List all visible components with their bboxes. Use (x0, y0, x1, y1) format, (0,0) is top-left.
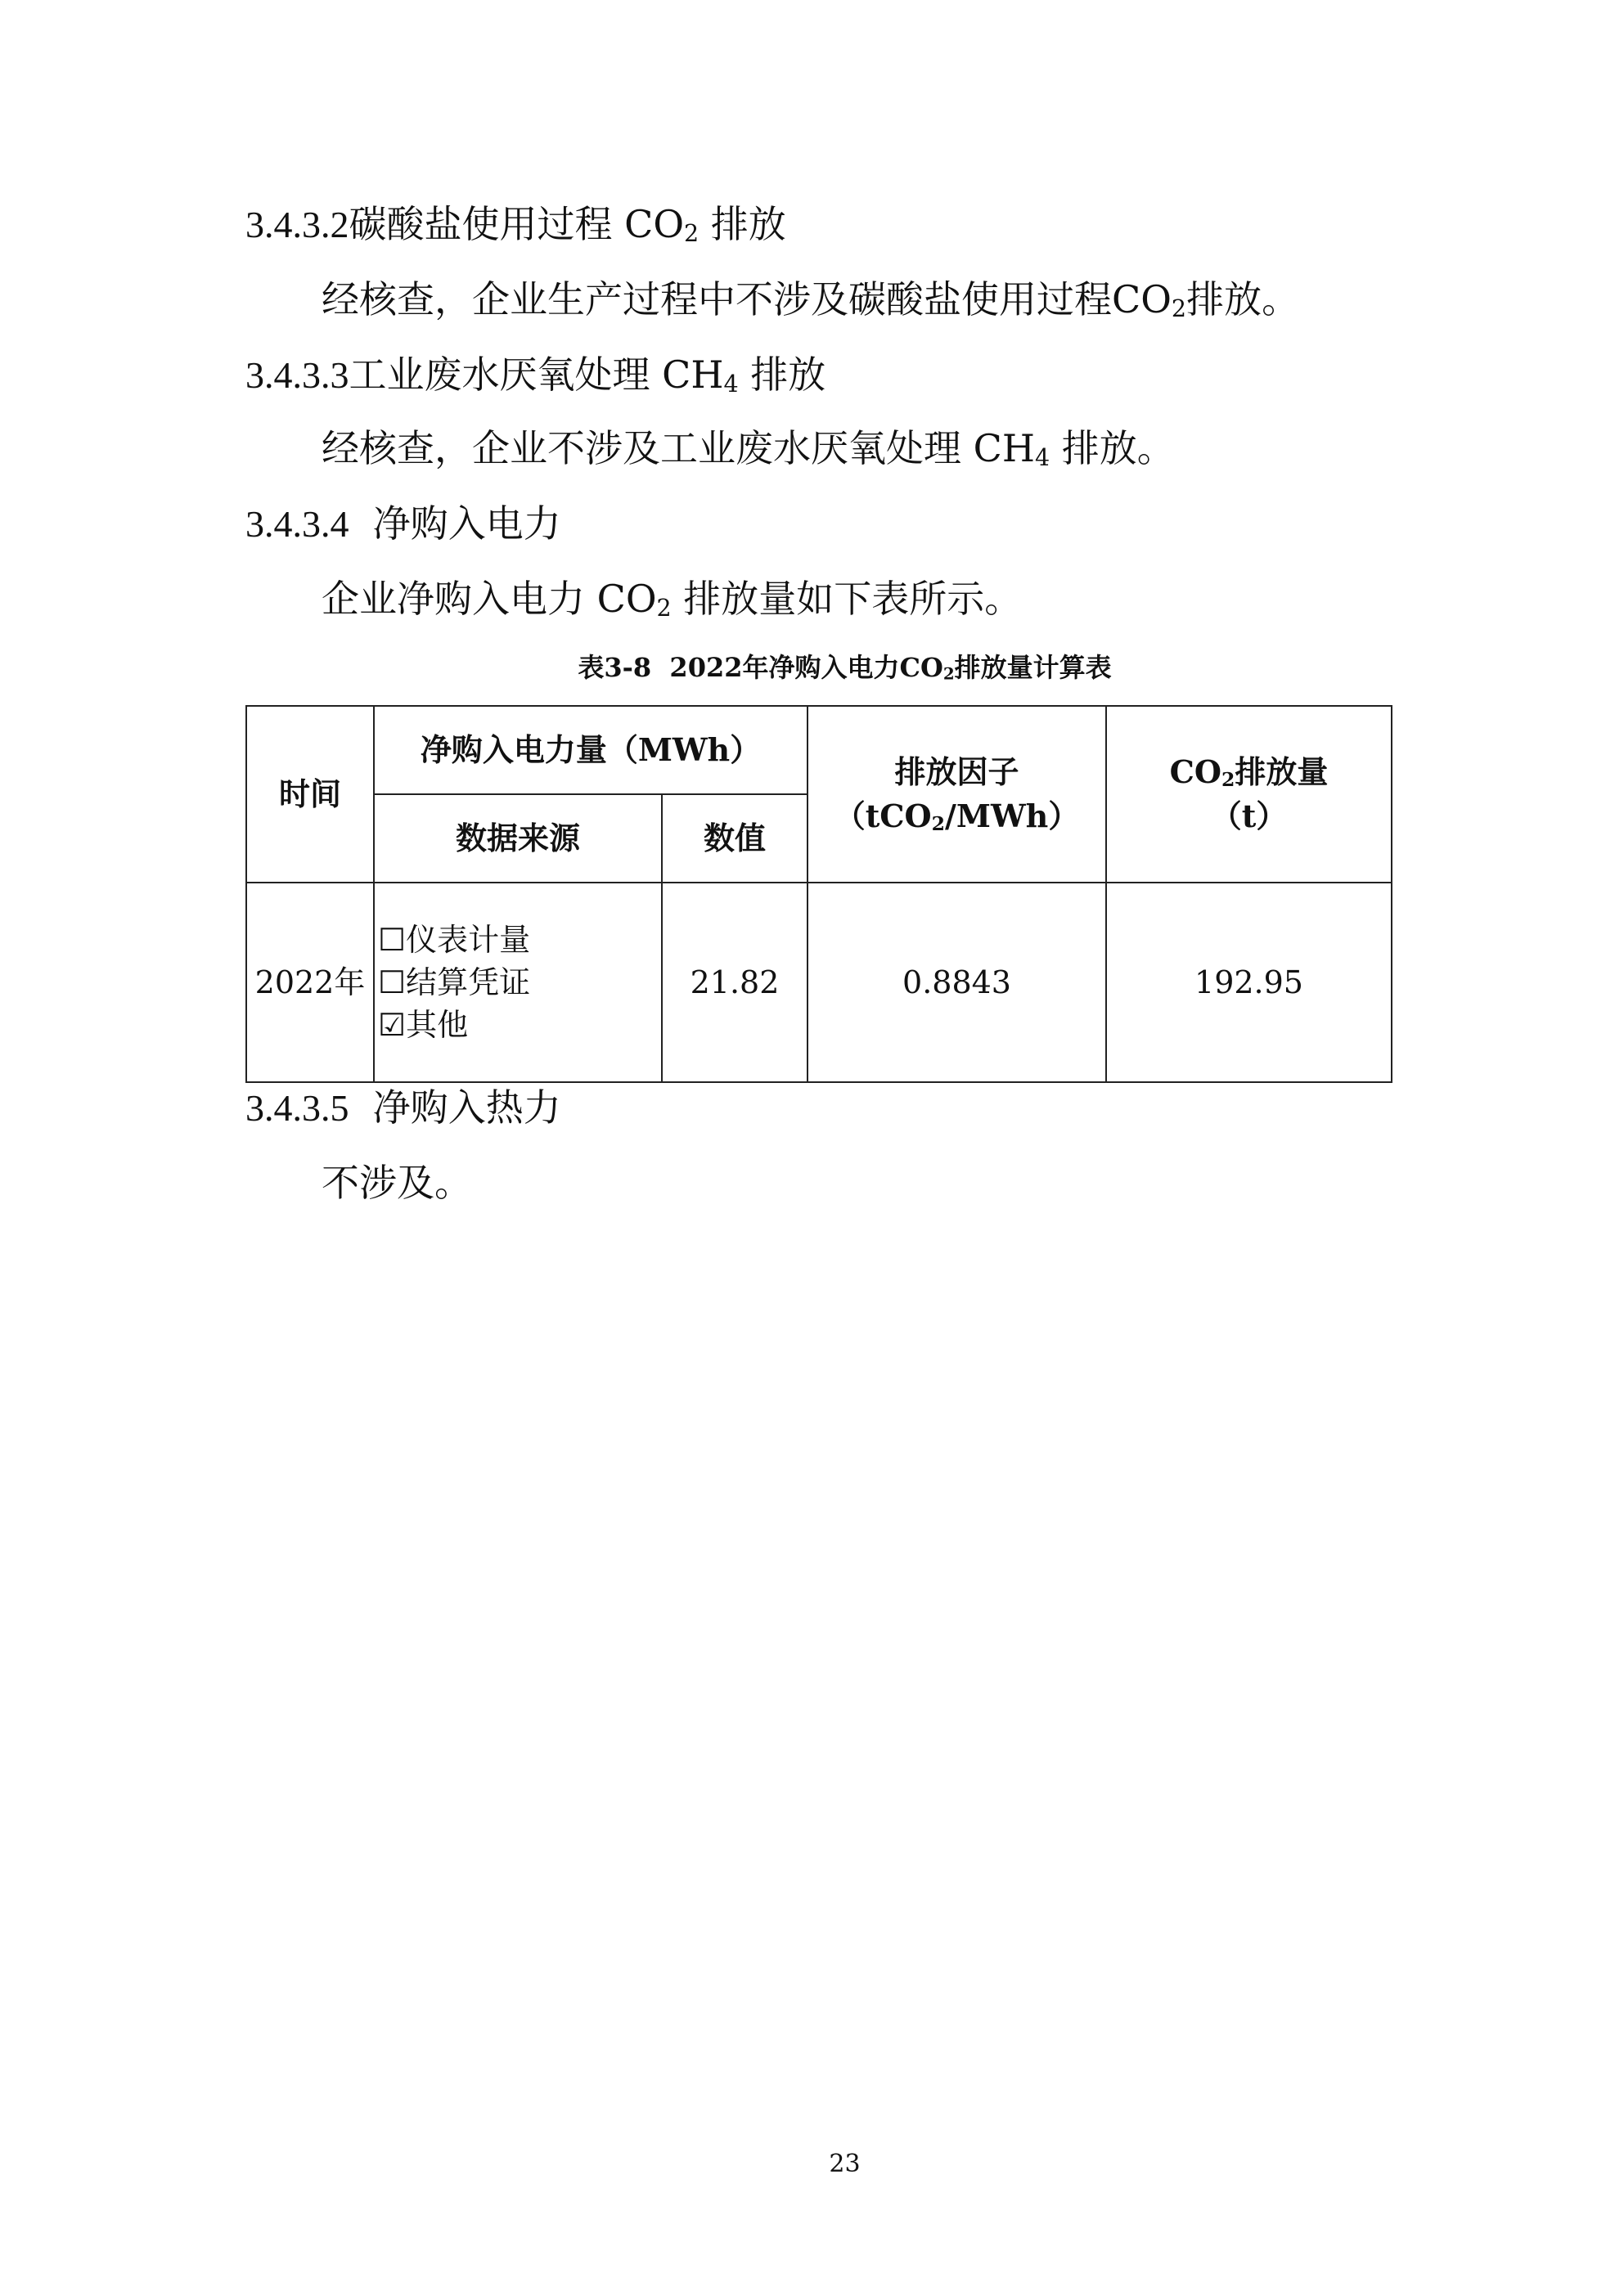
section-heading-3-4-3-5: 3.4.3.5 净购入热力 (245, 1085, 561, 1130)
cell-value: 21.82 (662, 883, 808, 1082)
cell-emission-factor: 0.8843 (808, 883, 1106, 1082)
cell-co2-emission: 192.95 (1106, 883, 1392, 1082)
page-number: 23 (829, 2150, 861, 2178)
checkbox-settlement-voucher: ☐结算凭证 (378, 964, 531, 1000)
cell-data-source (374, 883, 662, 1082)
header-co2-emission: $CO_2$排放量 （t） (1106, 706, 1392, 883)
cell-year: 2022年 (246, 883, 374, 1082)
table-row (246, 883, 1392, 1082)
checkbox-meter-reading: ☐仪表计量 (378, 922, 531, 958)
header-data-source: 数据来源 (374, 794, 662, 883)
header-time: 时间 (246, 706, 374, 883)
section-heading-3-4-3-3: 3.4.3.3工业废水厌氧处理 $CH_4$ 排放 (245, 353, 826, 398)
section-paragraph-3-4-3-5: 不涉及。 (322, 1161, 472, 1205)
header-value: 数值 (662, 794, 808, 883)
section-paragraph-3-4-3-3: 经核查，企业不涉及工业废水厌氧处理 $CH_4$ 排放。 (322, 426, 1175, 472)
checkbox-other: ☑其他 (378, 1007, 469, 1043)
header-emission-factor: 排放因子 （tCO$_2$/MWh） (808, 706, 1106, 883)
section-paragraph-3-4-3-4: 企业净购入电力 $CO_2$ 排放量如下表所示。 (322, 577, 1023, 622)
table-caption: 表3-8 2022年净购入电力$CO_2$排放量计算表 (578, 652, 1112, 684)
section-paragraph-3-4-3-2: 经核查，企业生产过程中不涉及碳酸盐使用过程$CO_2$排放。 (322, 277, 1300, 323)
section-heading-3-4-3-4: 3.4.3.4 净购入电力 (245, 501, 561, 546)
header-purchased-electricity: 净购入电力量（MWh） (374, 706, 808, 794)
electricity-emission-table (245, 705, 1392, 1083)
section-heading-3-4-3-2: 3.4.3.2碳酸盐使用过程 $CO_2$ 排放 (245, 202, 786, 248)
table-header-row-1 (246, 706, 1392, 794)
